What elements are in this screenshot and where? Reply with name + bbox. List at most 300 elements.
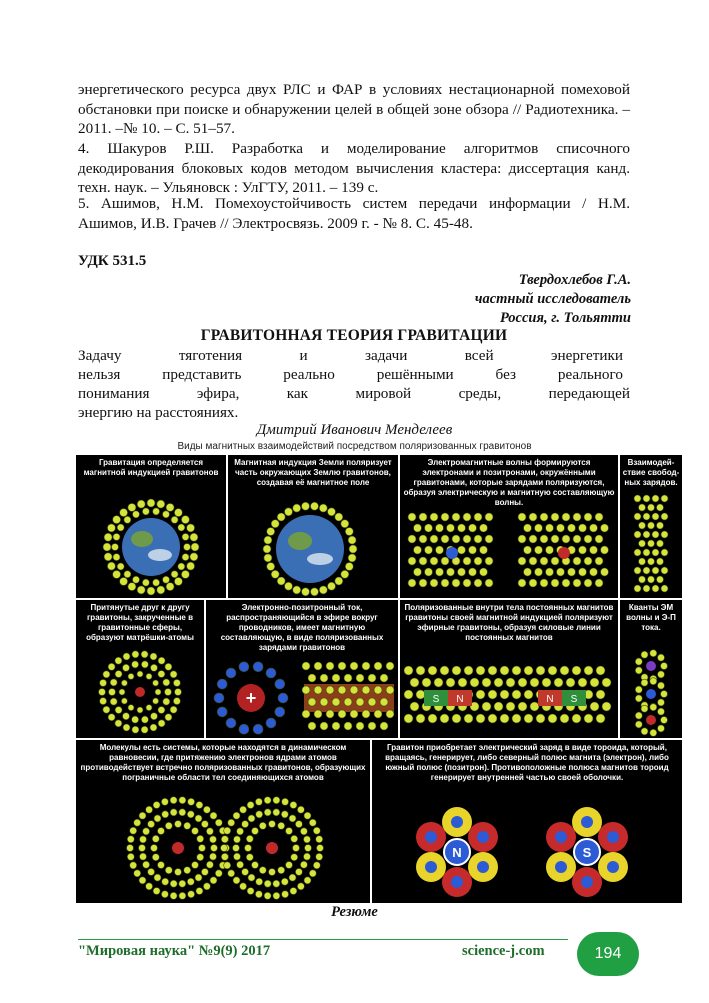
graviton-dot <box>458 678 467 687</box>
graviton-dot <box>554 678 563 687</box>
graviton-dot <box>210 877 217 884</box>
graviton-dot <box>344 722 352 730</box>
graviton-dot <box>488 714 497 723</box>
graviton-dot <box>304 836 311 843</box>
graviton-dot <box>345 528 353 536</box>
toroid-petal-core <box>451 816 463 828</box>
graviton-dot <box>286 862 293 869</box>
graviton-dot <box>470 678 479 687</box>
graviton-dot <box>123 713 130 720</box>
graviton-dot <box>148 868 155 875</box>
graviton-dot <box>273 809 280 816</box>
graviton-dot <box>326 710 334 718</box>
graviton-dot <box>264 554 272 562</box>
graviton-dot <box>494 702 503 711</box>
graviton-dot <box>452 579 460 587</box>
graviton-dot <box>150 653 157 660</box>
graviton-dot <box>551 579 559 587</box>
figure-caption: Виды магнитных взаимодействий посредством поляризованных гравитонов <box>177 441 532 452</box>
graviton-dot <box>113 554 120 561</box>
graviton-dot <box>469 546 477 554</box>
graviton-dot <box>128 583 136 591</box>
graviton-dot <box>408 579 416 587</box>
graviton-dot <box>163 576 170 583</box>
graviton-dot <box>661 549 668 556</box>
panel-text: Электромагнитные волны формируются электронами и позитронами, окружёнными гравитонами, которые зарядами поляризуются, образуя электрическую и магнитную составляющую волны. <box>403 458 615 507</box>
epigraph-word: Задачу <box>78 347 122 364</box>
graviton-dot <box>170 797 177 804</box>
graviton-dot <box>595 513 603 521</box>
reference-3-continued: энергетического ресурса двух РЛС и ФАР в условиях нестационарной помеховой обстановки при поиске и обнаружении целей в общей зоне обзора // Радиотехника. – 2011. –№ 10. – С. 51–57. <box>78 81 630 137</box>
graviton-dot <box>535 546 543 554</box>
graviton-dot <box>596 666 605 675</box>
figure-panel-toroid <box>372 740 682 903</box>
graviton-dot <box>175 869 182 876</box>
figure-panel-em-waves <box>400 455 618 598</box>
graviton-dot <box>133 576 140 583</box>
graviton-dot <box>650 678 657 685</box>
graviton-dot <box>115 657 122 664</box>
magnet-label-s: S <box>432 694 440 705</box>
author-name: Твердохлебов Г.А. <box>518 272 631 288</box>
graviton-dot <box>446 678 455 687</box>
epigraph-line-3 <box>78 384 630 403</box>
graviton-dot <box>256 811 263 818</box>
graviton-dot <box>328 582 336 590</box>
plus-sign: + <box>245 688 257 708</box>
graviton-dot <box>529 557 537 565</box>
graviton-dot <box>103 706 110 713</box>
epigraph-word: как <box>286 385 309 402</box>
graviton-dot <box>264 797 271 804</box>
graviton-toroids <box>372 740 682 903</box>
graviton-dot <box>341 520 349 528</box>
graviton-dot <box>506 678 515 687</box>
graviton-dot <box>661 691 668 698</box>
graviton-dot <box>344 674 352 682</box>
graviton-dot <box>441 557 449 565</box>
graviton-dot <box>304 853 311 860</box>
graviton-dot <box>434 678 443 687</box>
graviton-dot <box>658 699 665 706</box>
graviton-dot <box>141 661 148 668</box>
graviton-dot <box>524 568 532 576</box>
graviton-dot <box>590 702 599 711</box>
graviton-dot <box>267 563 275 571</box>
graviton-dot <box>419 513 427 521</box>
graviton-dot <box>488 666 497 675</box>
graviton-dot <box>362 686 370 694</box>
graviton-dot <box>557 524 565 532</box>
graviton-dot <box>146 673 152 679</box>
graviton-dot <box>430 513 438 521</box>
epigraph-word: энергетики <box>550 347 623 364</box>
graviton-dot <box>266 718 276 728</box>
figure-panel-current <box>206 600 398 738</box>
panel-text: Кванты ЭМ волны и Э-П тока. <box>626 603 676 632</box>
graviton-dot <box>485 513 493 521</box>
graviton-dot <box>348 554 356 562</box>
graviton-dot <box>368 674 376 682</box>
graviton-dot <box>187 878 194 885</box>
graviton-dot <box>221 836 228 843</box>
graviton-dot <box>304 812 311 819</box>
graviton-dot <box>199 845 206 852</box>
graviton-dot <box>203 806 210 813</box>
figure-panel-earth-field <box>228 455 398 598</box>
graviton-dot <box>566 678 575 687</box>
graviton-dot <box>380 698 388 706</box>
graviton-dot <box>224 827 231 834</box>
graviton-dot <box>529 513 537 521</box>
graviton-dot <box>123 653 130 660</box>
graviton-dot <box>137 586 145 594</box>
graviton-dot <box>350 686 358 694</box>
graviton-dot <box>480 524 488 532</box>
graviton-dot <box>158 862 165 869</box>
graviton-dot <box>103 671 110 678</box>
graviton-dot <box>634 585 641 592</box>
graviton-dot <box>99 689 106 696</box>
graviton-dot <box>247 888 254 895</box>
author-location: Россия, г. Тольятти <box>499 310 631 326</box>
graviton-dot <box>121 680 127 686</box>
graviton-dot <box>289 815 296 822</box>
graviton-dot <box>314 710 322 718</box>
graviton-dot <box>108 714 115 721</box>
graviton-dot <box>474 513 482 521</box>
graviton-dot <box>297 883 304 890</box>
graviton-dot <box>313 827 320 834</box>
graviton-dot <box>188 798 195 805</box>
graviton-dot <box>430 579 438 587</box>
quanta-cluster <box>620 600 682 738</box>
graviton-dot <box>648 558 655 565</box>
graviton-dot <box>137 671 143 677</box>
graviton-dot <box>242 821 249 828</box>
graviton-dot <box>267 528 275 536</box>
figure-panel-atoms <box>76 600 204 738</box>
epigraph-line-4 <box>78 403 630 422</box>
graviton-dot <box>319 586 327 594</box>
graviton-dot <box>158 828 165 835</box>
graviton-dot <box>661 495 668 502</box>
graviton-dot <box>195 815 202 822</box>
graviton-dot <box>264 892 271 899</box>
graviton-dot <box>166 503 174 511</box>
figure-panel-quanta <box>620 600 682 738</box>
toroid-petal-core <box>425 831 437 843</box>
graviton-dot <box>308 722 316 730</box>
graviton-dot <box>115 707 122 714</box>
toroid-label-n: N <box>452 845 462 860</box>
graviton-dot <box>338 710 346 718</box>
graviton-dot <box>419 579 427 587</box>
graviton-dot <box>211 845 218 852</box>
graviton-dot <box>252 862 259 869</box>
graviton-dot <box>404 714 413 723</box>
graviton-dot <box>143 828 150 835</box>
graviton-dot <box>142 508 149 515</box>
figure-graviton-interactions <box>76 455 682 903</box>
electron-positron-current <box>206 600 398 738</box>
graviton-dot <box>191 543 199 551</box>
graviton-dot <box>374 710 382 718</box>
graviton-dot <box>206 861 213 868</box>
graviton-dot <box>512 714 521 723</box>
free-charge-chain <box>620 455 682 598</box>
epigraph-word: мировой <box>355 385 412 402</box>
graviton-dot <box>165 867 172 874</box>
graviton-dot <box>246 835 253 842</box>
graviton-dot <box>463 579 471 587</box>
graviton-dot <box>266 668 276 678</box>
graviton-dot <box>482 678 491 687</box>
toroid-petal-core <box>607 831 619 843</box>
magnet-label-n: N <box>546 694 554 705</box>
graviton-dot <box>386 662 394 670</box>
graviton-dot <box>175 821 182 828</box>
graviton-dot <box>134 870 141 877</box>
graviton-dot <box>524 714 533 723</box>
graviton-dot <box>187 524 195 532</box>
graviton-dot <box>320 722 328 730</box>
graviton-dot <box>278 867 285 874</box>
graviton-dot <box>253 662 263 672</box>
graviton-dot <box>215 819 222 826</box>
graviton-dot <box>196 802 203 809</box>
graviton-dot <box>345 563 353 571</box>
graviton-dot <box>540 513 548 521</box>
graviton-dot <box>425 546 433 554</box>
atom-nucleus <box>172 842 184 854</box>
graviton-dot <box>234 853 241 860</box>
graviton-dot <box>601 524 609 532</box>
graviton-dot <box>179 892 186 899</box>
graviton-dot <box>661 531 668 538</box>
graviton-dot <box>512 666 521 675</box>
graviton-dot <box>154 815 161 822</box>
graviton-dot <box>341 570 349 578</box>
graviton-dot <box>436 568 444 576</box>
graviton-dot <box>174 509 182 517</box>
graviton-dot <box>184 544 191 551</box>
graviton-dot <box>602 678 611 687</box>
graviton-dot <box>290 888 297 895</box>
udk-code: УДК 531.5 <box>78 253 147 269</box>
epigraph-word: решёнными <box>376 366 454 383</box>
graviton-dot <box>179 809 186 816</box>
graviton-dot <box>368 722 376 730</box>
graviton-dot <box>635 712 642 719</box>
graviton-dot <box>440 666 449 675</box>
graviton-dot <box>247 802 254 809</box>
graviton-dot <box>452 513 460 521</box>
graviton-dot <box>494 678 503 687</box>
graviton-dot <box>146 705 152 711</box>
graviton-dot <box>253 724 263 734</box>
graviton-dot <box>148 821 155 828</box>
graviton-dot <box>540 557 548 565</box>
graviton-dot <box>652 513 659 520</box>
graviton-dot <box>436 546 444 554</box>
epigraph-word: среды, <box>458 385 502 402</box>
graviton-dot <box>184 822 191 829</box>
epigraph-word: представить <box>162 366 242 383</box>
graviton-dot <box>107 562 115 570</box>
graviton-dot <box>240 806 247 813</box>
graviton-dot <box>139 877 146 884</box>
epigraph-word: реального <box>557 366 623 383</box>
epigraph-word: без <box>495 366 516 383</box>
graviton-dot <box>210 853 217 860</box>
graviton-dot <box>573 513 581 521</box>
graviton-dot <box>601 568 609 576</box>
graviton-dot <box>311 588 319 596</box>
graviton-dot <box>115 671 122 678</box>
graviton-dot <box>291 854 298 861</box>
graviton-dot <box>480 568 488 576</box>
graviton-dot <box>518 535 526 543</box>
graviton-dot <box>584 579 592 587</box>
graviton-dot <box>485 557 493 565</box>
graviton-dot <box>452 666 461 675</box>
graviton-dot <box>562 579 570 587</box>
graviton-dot <box>635 695 642 702</box>
graviton-dot <box>158 720 165 727</box>
graviton-dot <box>657 504 664 511</box>
graviton-dot <box>130 862 137 869</box>
graviton-dot <box>524 666 533 675</box>
graviton-dot <box>170 880 177 887</box>
graviton-dot <box>152 835 159 842</box>
graviton-dot <box>290 802 297 809</box>
panel-text: Гравитация определяется магнитной индукцией гравитонов <box>83 458 219 477</box>
graviton-dot <box>302 710 310 718</box>
graviton-dot <box>217 707 227 717</box>
graviton-dot <box>313 862 320 869</box>
graviton-dot <box>187 562 195 570</box>
graviton-dot <box>245 845 252 852</box>
graviton-dot <box>529 535 537 543</box>
graviton-dot <box>308 674 316 682</box>
graviton-dot <box>273 892 280 899</box>
graviton-dot <box>518 702 527 711</box>
reference-5: 5. Ашимов, Н.М. Помехоустойчивость систем передачи информации / Н.М. Ашимов, И.В. Грачев // Электросвязь. 2009 г. - № 8. С. 45-48. <box>78 195 630 232</box>
graviton-dot <box>151 845 158 852</box>
graviton-dot <box>285 508 293 516</box>
graviton-dot <box>320 698 328 706</box>
graviton-dot <box>474 535 482 543</box>
positron-charge <box>558 547 570 559</box>
graviton-dot <box>217 679 227 689</box>
graviton-dot <box>289 874 296 881</box>
graviton-dot <box>112 544 119 551</box>
graviton-dot <box>151 664 158 671</box>
graviton-dot <box>641 679 648 686</box>
graviton-dot <box>551 513 559 521</box>
graviton-dot <box>161 798 168 805</box>
graviton-dot <box>242 868 249 875</box>
graviton-dot <box>152 854 159 861</box>
graviton-dot <box>181 570 189 578</box>
graviton-dot <box>408 535 416 543</box>
graviton-cluster <box>634 495 668 592</box>
graviton-dot <box>386 686 394 694</box>
graviton-dot <box>228 870 235 877</box>
graviton-dot <box>463 513 471 521</box>
graviton-dot <box>171 516 178 523</box>
graviton-dot <box>380 674 388 682</box>
magnet-label-s: S <box>570 694 578 705</box>
graviton-dot <box>224 862 231 869</box>
graviton-dot <box>440 714 449 723</box>
atom-nucleus <box>135 687 145 697</box>
graviton-dot <box>124 516 131 523</box>
graviton-dot <box>163 679 170 686</box>
graviton-dot <box>256 878 263 885</box>
epigraph-word: нельзя <box>78 366 121 383</box>
graviton-dot <box>635 686 642 693</box>
graviton-dot <box>458 524 466 532</box>
graviton-dot <box>107 524 115 532</box>
graviton-dot <box>311 502 319 510</box>
graviton-dot <box>648 522 655 529</box>
panel-text: Гравитон приобретает электрический заряд в виде тороида, который, вращаясь, генерирует, либо северный полюс магнита (электрон), либо южный полюс (позитрон). Противоположные полюса магнитов тороид генерирует внутренней частью своей оболочки. <box>385 743 669 782</box>
graviton-dot <box>305 845 312 852</box>
graviton-dot <box>157 586 165 594</box>
graviton-dot <box>271 570 279 578</box>
graviton-dot <box>108 663 115 670</box>
author-position: частный исследователь <box>474 291 631 307</box>
graviton-dot <box>408 513 416 521</box>
graviton-dot <box>162 811 169 818</box>
graviton-dot <box>153 508 160 515</box>
graviton-dot <box>190 533 198 541</box>
graviton-dot <box>643 585 650 592</box>
graviton-dot <box>430 535 438 543</box>
graviton-dot <box>281 878 288 885</box>
graviton-dot <box>132 661 139 668</box>
graviton-dot <box>362 710 370 718</box>
graviton-dot <box>215 870 222 877</box>
graviton-dot <box>536 714 545 723</box>
graviton-dot <box>300 861 307 868</box>
graviton-dot <box>643 531 650 538</box>
graviton-dot <box>293 586 301 594</box>
epigraph-word: реально <box>283 366 335 383</box>
graviton-dot <box>535 568 543 576</box>
graviton-dot <box>278 693 288 703</box>
graviton-dot <box>178 524 185 531</box>
footer-site: science-j.com <box>462 943 545 959</box>
graviton-dot <box>239 662 249 672</box>
graviton-dot <box>639 576 646 583</box>
magnet-label-n: N <box>456 694 464 705</box>
graviton-dot <box>652 567 659 574</box>
graviton-dot <box>237 861 244 868</box>
epigraph-word: всей <box>464 347 494 364</box>
graviton-dot <box>271 520 279 528</box>
graviton-dot <box>579 568 587 576</box>
graviton-dot <box>155 689 161 695</box>
graviton-dot <box>161 891 168 898</box>
graviton-dot <box>192 828 199 835</box>
graviton-dot <box>153 802 160 809</box>
graviton-dot <box>233 812 240 819</box>
graviton-dot <box>524 690 533 699</box>
graviton-dot <box>259 822 266 829</box>
